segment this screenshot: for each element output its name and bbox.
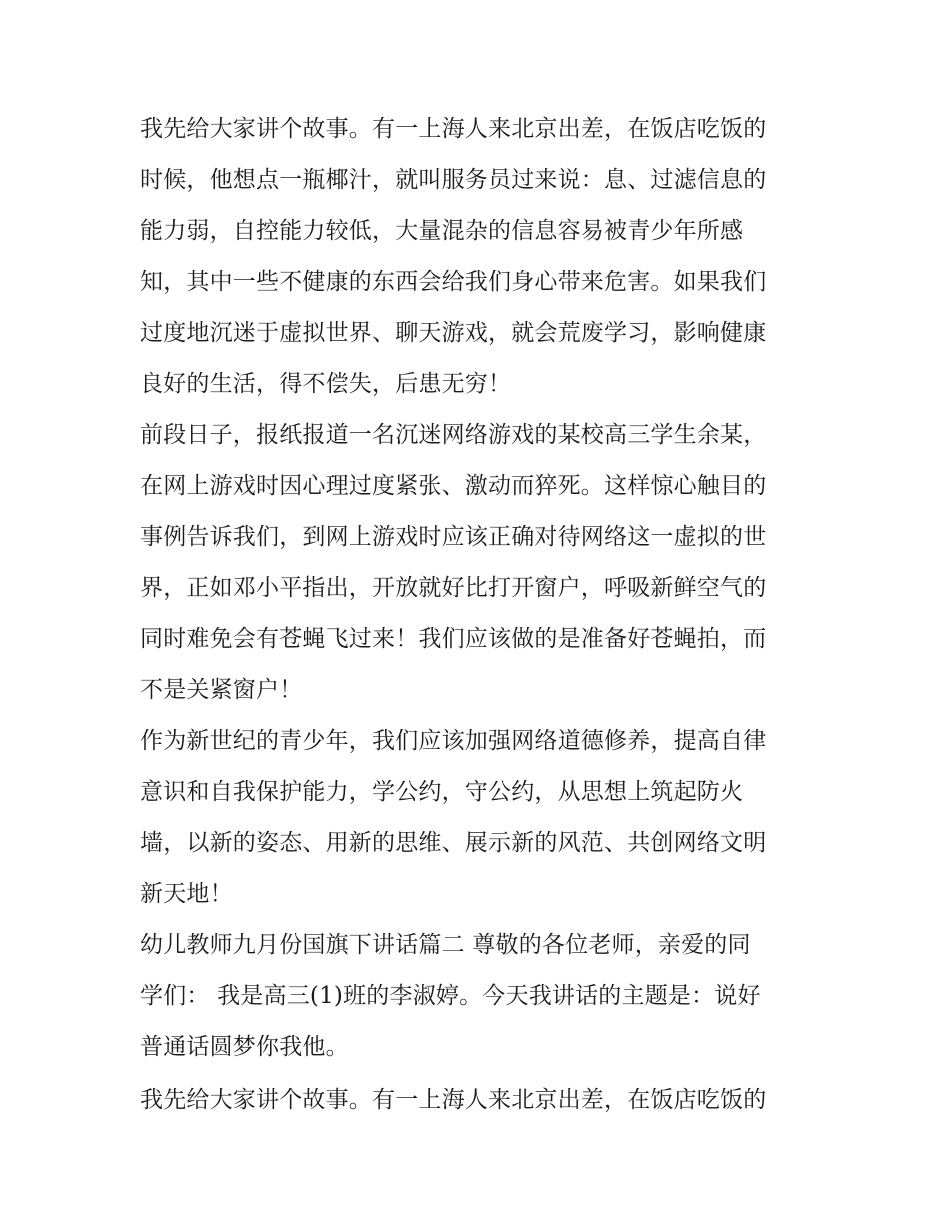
- text-line: 作为新世纪的青少年，我们应该加强网络道德修养，提高自律: [140, 728, 767, 754]
- text-line: 不是关紧窗户！: [140, 677, 303, 703]
- text-line: 过度地沉迷于虚拟世界、聊天游戏，就会荒废学习，影响健康: [140, 320, 767, 346]
- text-line: 新天地！: [140, 881, 233, 907]
- text-line: 意识和自我保护能力，学公约，守公约，从思想上筑起防火: [140, 779, 744, 805]
- text-line: 学们： 我是高三(1)班的李淑婷。今天我讲话的主题是：说好: [140, 983, 761, 1009]
- text-line: 墙，以新的姿态、用新的思维、展示新的风范、共创网络文明: [140, 830, 767, 856]
- text-line: 知，其中一些不健康的东西会给我们身心带来危害。如果我们: [140, 269, 767, 295]
- document-body: [140, 104, 815, 1126]
- text-line: 普通话圆梦你我他。: [140, 1034, 349, 1060]
- text-line: 界，正如邓小平指出，开放就好比打开窗户，呼吸新鲜空气的: [140, 575, 767, 601]
- text-line: 时候，他想点一瓶椰汁，就叫服务员过来说：息、过滤信息的: [140, 167, 767, 193]
- text-line: 我先给大家讲个故事。有一上海人来北京出差，在饭店吃饭的: [140, 1087, 767, 1113]
- text-line: 事例告诉我们，到网上游戏时应该正确对待网络这一虚拟的世: [140, 524, 767, 550]
- text-line: 我先给大家讲个故事。有一上海人来北京出差，在饭店吃饭的: [140, 116, 767, 142]
- text-line: 在网上游戏时因心理过度紧张、激动而猝死。这样惊心触目的: [140, 473, 767, 499]
- text-line: 同时难免会有苍蝇飞过来！我们应该做的是准备好苍蝇拍，而: [140, 626, 767, 652]
- text-line: 前段日子，报纸报道一名沉迷网络游戏的某校高三学生余某，: [140, 422, 767, 448]
- section-heading-line: 幼儿教师九月份国旗下讲话篇二 尊敬的各位老师，亲爱的同: [140, 932, 751, 958]
- text-line: 良好的生活，得不偿失，后患无穷！: [140, 371, 512, 397]
- text-line: 能力弱，自控能力较低，大量混杂的信息容易被青少年所感: [140, 218, 744, 244]
